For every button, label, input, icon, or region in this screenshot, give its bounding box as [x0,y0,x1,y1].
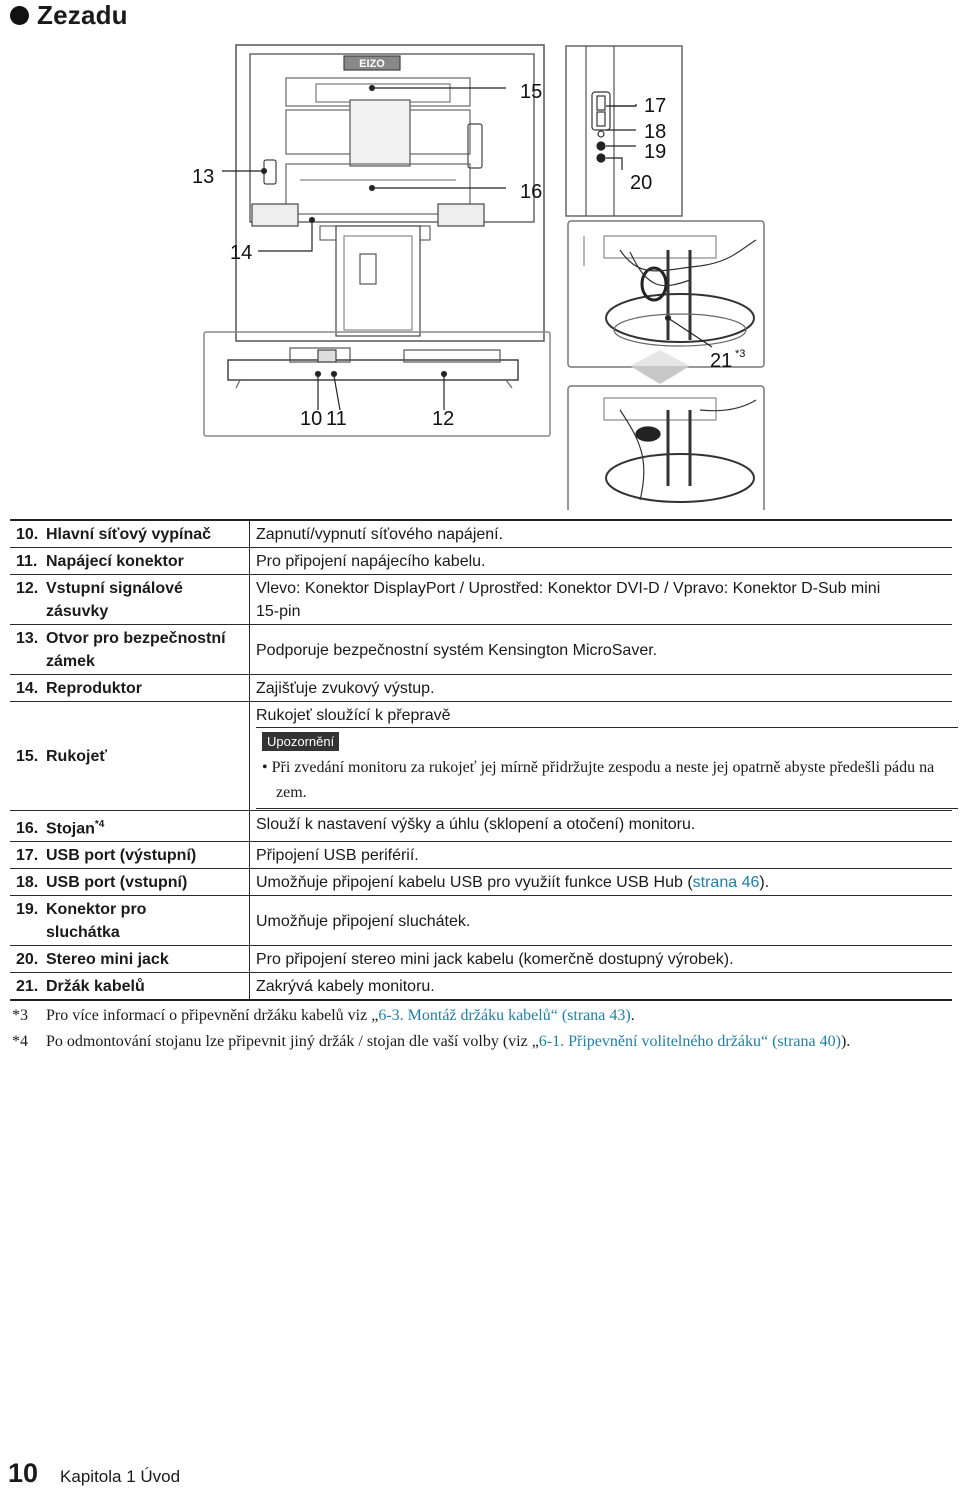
callout-13: 13 [192,166,215,188]
row-label-cont: sluchátka [46,924,120,942]
callout-17: 17 [644,95,667,117]
table-row [10,575,952,625]
callout-18: 18 [644,121,667,143]
footnote-link[interactable]: 6-1. Připevnění volitelného držáku [538,1033,761,1050]
bullet-icon [10,6,29,25]
table-row [10,896,952,946]
row-number: 15. [16,748,39,765]
page-link[interactable]: strana 46 [692,874,760,892]
row-number: 12. [16,580,39,597]
row-description: Vlevo: Konektor DisplayPort / Uprostřed: Konektor DVI-D / Vpravo: Konektor D-Sub mini 15-pin [256,580,881,620]
row-description: Pro připojení napájecího kabelu. [256,553,486,570]
table-row [10,869,952,896]
chapter-title: Kapitola 1 Úvod [60,1467,181,1486]
row-label: Konektor pro [46,901,147,919]
callout-11: 11 [326,408,347,430]
row-label: Reproduktor [46,680,142,697]
row-description: Podporuje bezpečnostní systém Kensington MicroSaver. [256,641,658,659]
row-description: Umožňuje připojení kabelu USB pro využiít funkce USB Hub (strana 46). [256,874,770,892]
component-table [10,519,952,1001]
table-row [10,702,952,811]
footnote-mark: *4 [12,1033,28,1050]
callout-21: 21 [710,350,733,372]
row-label-cont: zásuvky [46,603,109,620]
row-description: Pro připojení stereo mini jack kabelu (komerčně dostupný výrobek). [256,951,734,969]
footnote-mark: *3 [12,1007,28,1024]
footnote: *4 Po odmontování stojanu lze připevnit jiný držák / stojan dle vaší volby (viz „6-1. Připevnění volitelného držáku“ (strana 40)). [12,1029,850,1055]
table-row [10,625,952,675]
row-label: Stojan [46,820,95,838]
callout-19: 19 [644,141,667,163]
callout-10: 10 [300,408,323,430]
callout-21-sup: *3 [735,348,746,360]
row-label: Napájecí konektor [46,553,184,570]
row-number: 14. [16,680,39,697]
row-label: Hlavní síťový vypínač [46,526,212,543]
caution-label: Upozornění [262,732,339,751]
row-number: 10. [16,526,39,543]
row-number: 20. [16,951,39,969]
rear-view-figure [0,40,960,510]
footnote-ref: *4 [94,819,105,830]
footnote: *3 Pro více informací o připevnění držáku kabelů viz „6-3. Montáž držáku kabelů“ (strana 43). [12,1003,850,1029]
page-footer [8,1458,180,1489]
arrow-down-icon [630,366,690,384]
row-label: USB port (vstupní) [46,874,188,892]
callout-20: 20 [630,172,653,194]
row-label: Držák kabelů [46,978,145,996]
row-label: Rukojeť [46,748,108,765]
footnote-link[interactable]: 6-3. Montáž držáku kabelů [378,1007,551,1024]
callout-16: 16 [520,181,543,203]
footnote-link-page[interactable]: “ (strana 43) [550,1007,631,1024]
row-description: Zajišťuje zvukový výstup. [256,680,435,697]
row-description: Připojení USB periférií. [256,847,419,865]
row-label-cont: zámek [46,653,95,670]
monitor-rear-drawing [204,45,550,436]
row-number: 18. [16,874,39,892]
table-row [10,973,952,1001]
footnote-link-page[interactable]: “ (strana 40) [760,1033,841,1050]
row-number: 16. [16,820,39,838]
callout-15: 15 [520,81,543,103]
callout-14: 14 [230,242,253,264]
caution-text: • Při zvedání monitoru za rukojeť jej mírně přidržujte zespodu a neste jej opatrně abyste předešli pádu na zem. [262,759,935,801]
caution-box [256,728,958,809]
row-number: 17. [16,847,39,865]
row-number: 11. [16,553,38,570]
row-description: Umožňuje připojení sluchátek. [256,912,471,930]
table-row [10,946,952,973]
handle-description: Rukojeť sloužící k přepravě [256,707,451,724]
monitor-logo: EIZO [359,58,385,70]
cable-holder-upper [568,221,764,367]
cable-holder-lower [568,386,764,510]
table-row [10,811,952,842]
row-number: 19. [16,901,39,919]
footnotes [12,1003,850,1055]
row-label: USB port (výstupní) [46,847,197,865]
row-description: Zapnutí/vypnutí síťového napájení. [256,526,504,543]
section-title: Zezadu [37,0,128,30]
row-number: 13. [16,630,39,647]
row-label: Otvor pro bezpečnostní [46,630,226,647]
callout-12: 12 [432,408,455,430]
row-label: Stereo mini jack [46,951,169,969]
table-row [10,842,952,869]
page-number: 10 [8,1458,39,1488]
row-description [250,702,953,811]
row-number: 21. [16,978,39,996]
table-row [10,548,952,575]
table-row [10,675,952,702]
table-row [10,520,952,548]
row-label: Vstupní signálové [46,580,183,597]
row-description: Slouží k nastavení výšky a úhlu (sklopení a otočení) monitoru. [256,816,696,833]
section-heading [10,0,128,30]
row-description: Zakrývá kabely monitoru. [256,978,435,996]
